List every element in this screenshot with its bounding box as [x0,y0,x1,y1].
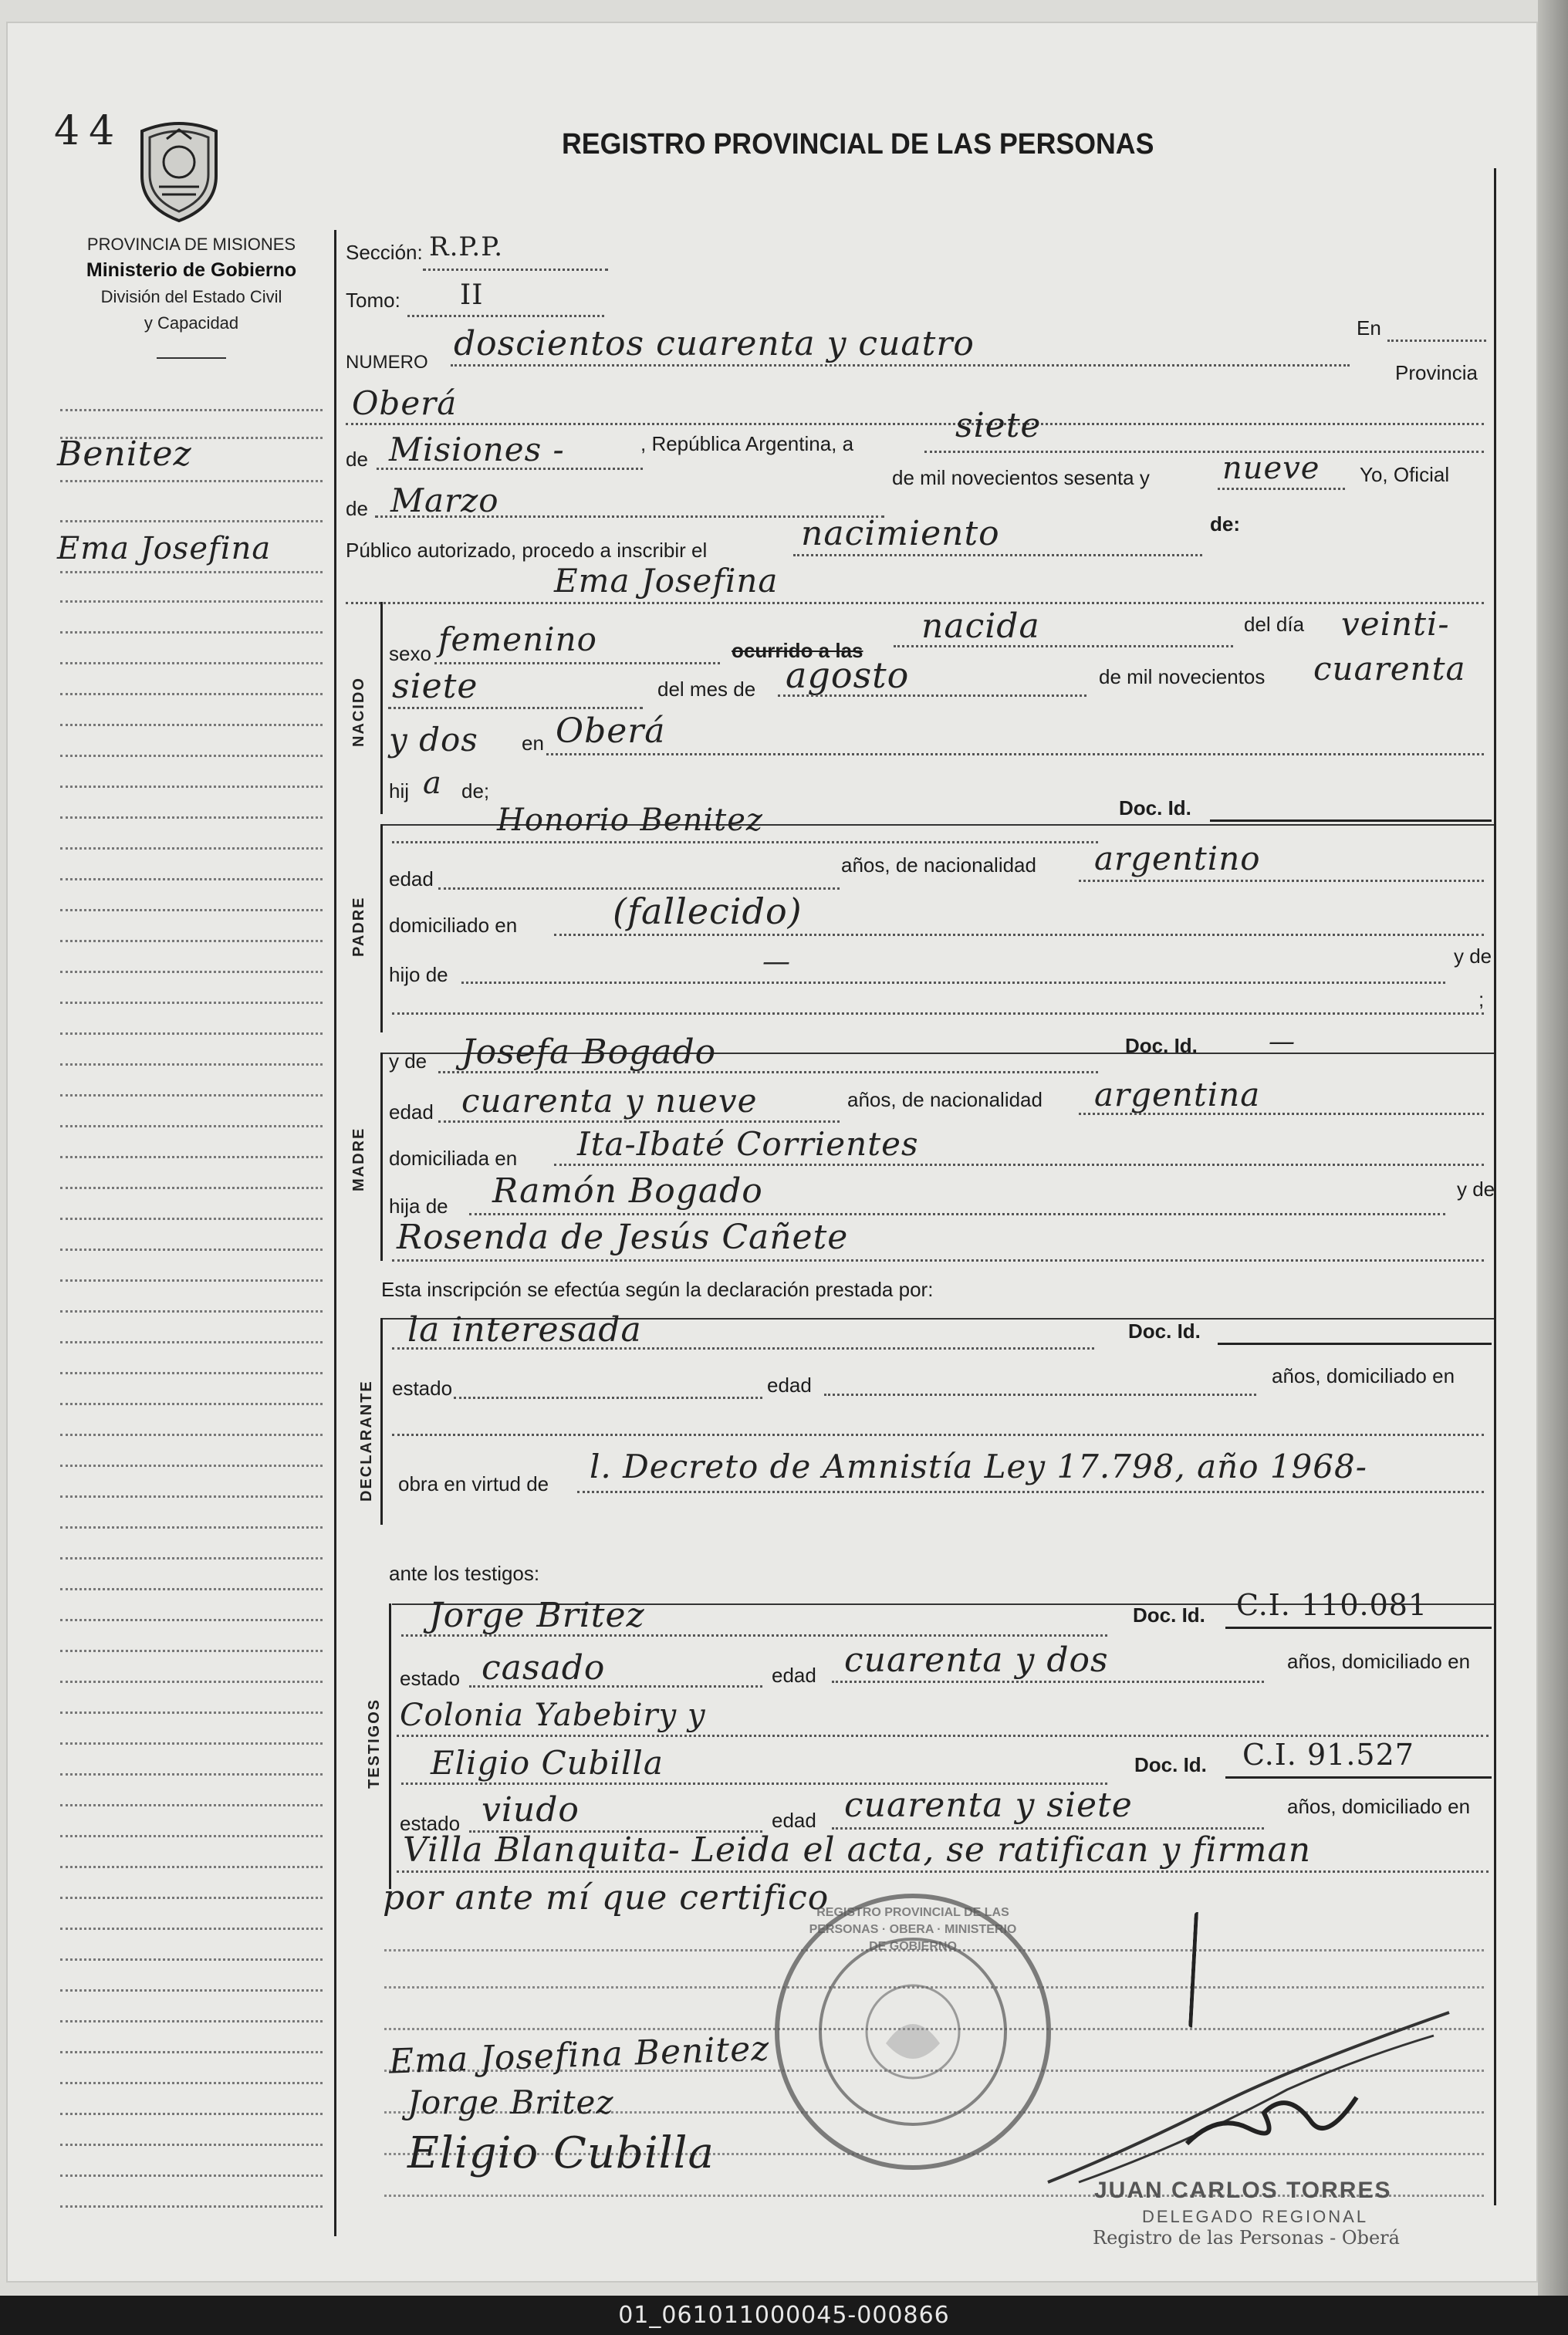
obra-label: obra en virtud de [398,1472,549,1495]
t1-nombre: Jorge Britez [429,1596,645,1635]
t1-anios-dom: años, domiciliado en [1287,1650,1471,1673]
sexo-label: sexo [389,642,431,665]
t1-domicilio: Colonia Yabebiry y [400,1698,706,1733]
padre-edad-label: edad [389,867,434,890]
t1-edad: cuarenta y dos [844,1641,1109,1680]
madre-rule [380,1053,383,1261]
lugar-value: Oberá [352,384,458,422]
declarante-estado-label: estado [392,1377,453,1400]
padre-section-label: PADRE [350,896,367,957]
de-mil-label: de mil novecientos [1099,665,1266,688]
t2-domicilio: Villa Blanquita- Leida el acta, se ratifican y firman [403,1830,1312,1870]
madre-doc: — [1269,1026,1296,1057]
official-signature [1032,1997,1465,2198]
dia-value-2: siete [392,667,478,706]
madre-hija-de-label: hija de [389,1195,448,1218]
org-line-3: División del Estado Civil [100,287,282,306]
t1-estado-label: estado [400,1667,461,1690]
madre-domicilio: Ita-Ibaté Corrientes [577,1125,919,1163]
dia-value-1: veinti- [1341,605,1450,643]
mil-text: de mil novecientos sesenta y [892,466,1150,489]
closing-text: por ante mí que certifico [383,1878,830,1918]
nacido-rule [380,602,383,814]
mes-value: Marzo [390,482,499,519]
de-label-1: de [346,448,368,471]
padre-hijo-de: — [762,946,791,978]
padre-domiciliado-label: domiciliado en [389,914,518,937]
signature-1: Ema Josefina Benitez [388,2029,771,2082]
org-rule [157,357,226,359]
testigos-section-label: TESTIGOS [366,1698,383,1789]
t2-edad-label: edad [772,1809,816,1832]
del-mes-label: del mes de [657,678,756,701]
madre-de-madre: Rosenda de Jesús Cañete [397,1218,849,1257]
t1-estado: casado [482,1648,606,1688]
anio-birth-1: cuarenta [1313,650,1466,688]
declarante-doc-label: Doc. Id. [1128,1320,1201,1343]
madre-domiciliada-label: domiciliada en [389,1147,518,1170]
madre-y-de: y de [389,1049,427,1073]
form-left-rule [334,230,336,2236]
signature-3: Eligio Cubilla [407,2128,715,2178]
yo-oficial: Yo, Oficial [1360,463,1450,486]
de-colon: de: [1210,512,1240,536]
nacido-section-label: NACIDO [350,677,367,747]
lugar-birth: Oberá [556,711,666,751]
nombre-value: Ema Josefina [554,562,779,600]
seccion-label: Sección: [346,241,423,264]
padre-nombre: Honorio Benitez [497,803,763,838]
t2-estado-label: estado [400,1812,461,1835]
margin-given-names: Ema Josefina [57,531,272,566]
padre-nacionalidad: argentino [1094,840,1261,877]
tomo-value: II [460,279,484,311]
birth-record-page [6,22,1538,2283]
t2-anios-dom: años, domiciliado en [1287,1795,1471,1818]
hijo-label: hij [389,779,410,803]
org-line-2: Ministerio de Gobierno [86,259,297,281]
madre-nacionalidad: argentina [1094,1076,1261,1113]
madre-section-label: MADRE [350,1127,367,1191]
declarante-anios-dom: años, domiciliado en [1272,1364,1455,1387]
testigos-rule [389,1603,391,1889]
hijo-de: de; [461,779,490,803]
declarante-nombre: la interesada [407,1310,642,1350]
seccion-value: R.P.P. [429,231,503,262]
org-line-4: y Capacidad [144,313,239,333]
page-number: 44 [54,108,124,154]
declarante-rule [380,1318,383,1525]
madre-doc-label: Doc. Id. [1125,1034,1198,1057]
provincia-value: Misiones - [389,431,565,468]
en-birth-label: en [522,732,544,755]
hijo-suffix: a [423,765,442,801]
t2-doc-label: Doc. Id. [1134,1753,1207,1776]
official-name: JUAN CARLOS TORRES [1094,2178,1392,2203]
document-title: REGISTRO PROVINCIAL DE LAS PERSONAS [562,128,1154,161]
madre-nombre: Josefa Bogado [461,1032,717,1072]
nacida-value: nacida [921,607,1040,646]
anio-birth-2: y dos [389,721,478,759]
declarante-edad-label: edad [767,1374,812,1397]
padre-y-de: y de [1454,944,1492,968]
dia-value: siete [955,406,1042,445]
stamp-ring-text: REGISTRO PROVINCIAL DE LAS PERSONAS · OBERA · MINISTERIO DE GOBIERNO [809,1906,1017,1953]
padre-rule [380,824,383,1032]
acto-value: nacimiento [801,514,1000,553]
padre-anios-nac: años, de nacionalidad [841,853,1036,877]
declarante-section-label: DECLARANTE [358,1380,375,1502]
t1-doc: C.I. 110.081 [1236,1588,1428,1622]
official-title: DELEGADO REGIONAL [1142,2207,1369,2226]
del-dia-label: del día [1244,613,1305,636]
image-id-label: 01_061011000045-000866 [0,2296,1568,2335]
madre-y-de-2: y de [1457,1178,1495,1201]
numero-value: doscientos cuarenta y cuatro [454,324,975,363]
org-line-1: PROVINCIA DE MISIONES [86,235,296,254]
padre-semicolon: ; [1478,988,1485,1011]
en-label: En [1357,316,1381,340]
provincial-seal [136,116,222,222]
publico-text: Público autorizado, procedo a inscribir el [346,539,708,562]
madre-edad: cuarenta y nueve [461,1082,758,1120]
provincia-label: Provincia [1395,361,1478,384]
ante-testigos: ante los testigos: [389,1562,540,1585]
obra-value: l. Decreto de Amnistía Ley 17.798, año 1968- [590,1448,1367,1485]
book-edge [1538,0,1568,2296]
official-office: Registro de las Personas - Oberá [1093,2227,1400,2249]
padre-domicilio: (fallecido) [613,890,803,932]
mes-birth-value: agosto [786,654,910,696]
t2-estado: viudo [482,1790,580,1830]
madre-anios-nac: años, de nacionalidad [847,1088,1043,1111]
margin-surname: Benitez [57,434,192,474]
de-label-2: de [346,497,368,520]
numero-label: NUMERO [346,352,428,373]
t2-nombre: Eligio Cubilla [431,1744,664,1782]
declarante-intro: Esta inscripción se efectúa según la declaración prestada por: [381,1278,934,1301]
t1-edad-label: edad [772,1664,816,1687]
padre-doc-label: Doc. Id. [1119,796,1191,819]
padre-hijo-de-label: hijo de [389,963,448,986]
anio-value: nueve [1222,451,1320,486]
tomo-label: Tomo: [346,289,400,312]
t2-doc: C.I. 91.527 [1242,1738,1414,1772]
ocurrido-struck: ocurrido a las [732,639,863,662]
republica-text: , República Argentina, a [640,432,854,455]
sexo-value: femenino [438,620,597,658]
signature-2: Jorge Britez [407,2083,614,2121]
t2-edad: cuarenta y siete [844,1786,1133,1825]
madre-hija-de: Ramón Bogado [492,1171,763,1211]
t1-doc-label: Doc. Id. [1133,1603,1205,1627]
madre-edad-label: edad [389,1100,434,1124]
